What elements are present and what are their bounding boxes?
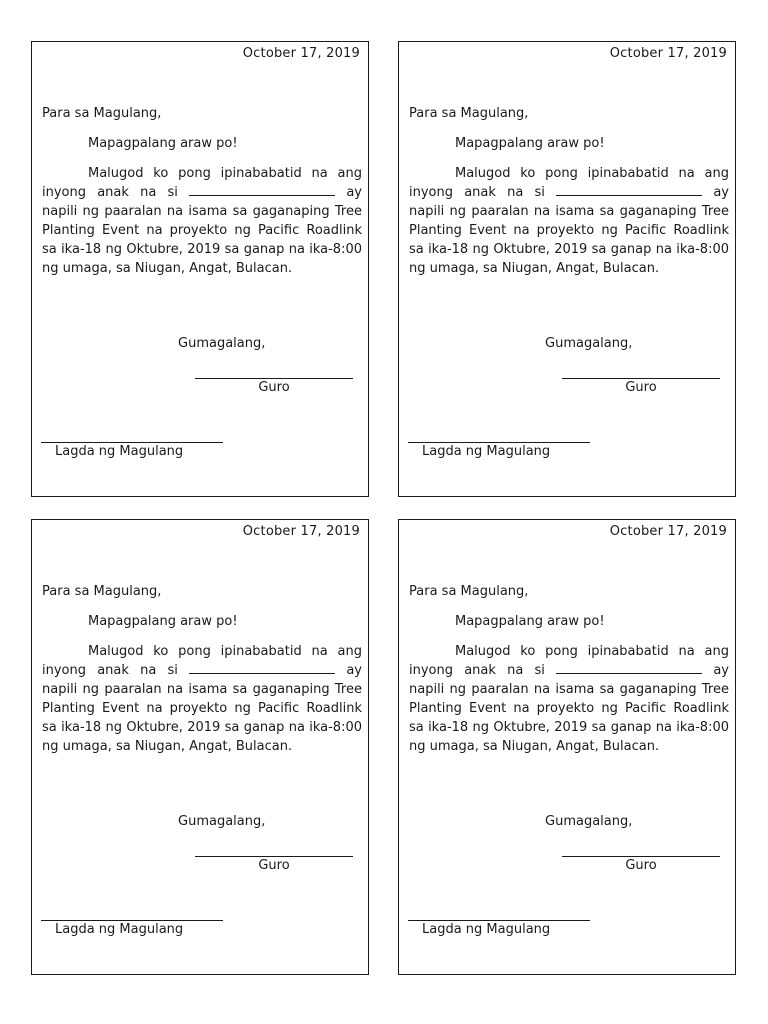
body-start: Malugod ko pong ipinababatid na ang inyong anak na si (409, 644, 729, 678)
body-end: ay napili ng paaralan na isama sa gaganaping Tree Planting Event na proyekto ng Pacific Roadlink sa ika-18 ng Oktubre, 2019 sa ganap na ika-8:00 ng umaga, sa Niugan, Angat, Bulacan. (42, 185, 362, 276)
greeting: Mapagpalang araw po! (88, 614, 238, 629)
letter-body (409, 642, 729, 756)
parent-signature-label: Lagda ng Magulang (422, 444, 551, 459)
letter-card (31, 519, 369, 975)
parent-signature-line[interactable] (408, 442, 590, 443)
student-name-blank[interactable] (556, 183, 702, 196)
body-start: Malugod ko pong ipinababatid na ang inyong anak na si (42, 644, 362, 678)
body-end: ay napili ng paaralan na isama sa gaganaping Tree Planting Event na proyekto ng Pacific Roadlink sa ika-18 ng Oktubre, 2019 sa ganap na ika-8:00 ng umaga, sa Niugan, Angat, Bulacan. (42, 663, 362, 754)
teacher-signature-line[interactable] (562, 378, 720, 379)
teacher-signature-line[interactable] (195, 378, 353, 379)
greeting: Mapagpalang araw po! (455, 136, 605, 151)
teacher-label: Guro (625, 858, 657, 873)
salutation: Para sa Magulang, (409, 584, 529, 599)
teacher-signature-line[interactable] (562, 856, 720, 857)
closing: Gumagalang, (178, 336, 266, 351)
salutation: Para sa Magulang, (42, 106, 162, 121)
closing: Gumagalang, (545, 814, 633, 829)
teacher-signature-line[interactable] (195, 856, 353, 857)
body-start: Malugod ko pong ipinababatid na ang inyong anak na si (42, 166, 362, 200)
parent-signature-label: Lagda ng Magulang (55, 922, 184, 937)
student-name-blank[interactable] (189, 183, 335, 196)
closing: Gumagalang, (178, 814, 266, 829)
parent-signature-label: Lagda ng Magulang (55, 444, 184, 459)
letter-date: October 17, 2019 (609, 524, 727, 539)
student-name-blank[interactable] (189, 661, 335, 674)
letter-date: October 17, 2019 (609, 46, 727, 61)
student-name-blank[interactable] (556, 661, 702, 674)
body-end: ay napili ng paaralan na isama sa gaganaping Tree Planting Event na proyekto ng Pacific Roadlink sa ika-18 ng Oktubre, 2019 sa ganap na ika-8:00 ng umaga, sa Niugan, Angat, Bulacan. (409, 185, 729, 276)
greeting: Mapagpalang araw po! (88, 136, 238, 151)
teacher-label: Guro (258, 858, 290, 873)
letter-body (42, 164, 362, 278)
teacher-label: Guro (258, 380, 290, 395)
greeting: Mapagpalang araw po! (455, 614, 605, 629)
parent-signature-line[interactable] (41, 920, 223, 921)
letter-card (398, 41, 736, 497)
parent-signature-label: Lagda ng Magulang (422, 922, 551, 937)
parent-signature-line[interactable] (408, 920, 590, 921)
letter-card (398, 519, 736, 975)
letter-date: October 17, 2019 (242, 46, 360, 61)
body-end: ay napili ng paaralan na isama sa gaganaping Tree Planting Event na proyekto ng Pacific Roadlink sa ika-18 ng Oktubre, 2019 sa ganap na ika-8:00 ng umaga, sa Niugan, Angat, Bulacan. (409, 663, 729, 754)
parent-signature-line[interactable] (41, 442, 223, 443)
letter-card (31, 41, 369, 497)
salutation: Para sa Magulang, (409, 106, 529, 121)
closing: Gumagalang, (545, 336, 633, 351)
letter-date: October 17, 2019 (242, 524, 360, 539)
letter-body (409, 164, 729, 278)
salutation: Para sa Magulang, (42, 584, 162, 599)
letter-body (42, 642, 362, 756)
body-start: Malugod ko pong ipinababatid na ang inyong anak na si (409, 166, 729, 200)
teacher-label: Guro (625, 380, 657, 395)
